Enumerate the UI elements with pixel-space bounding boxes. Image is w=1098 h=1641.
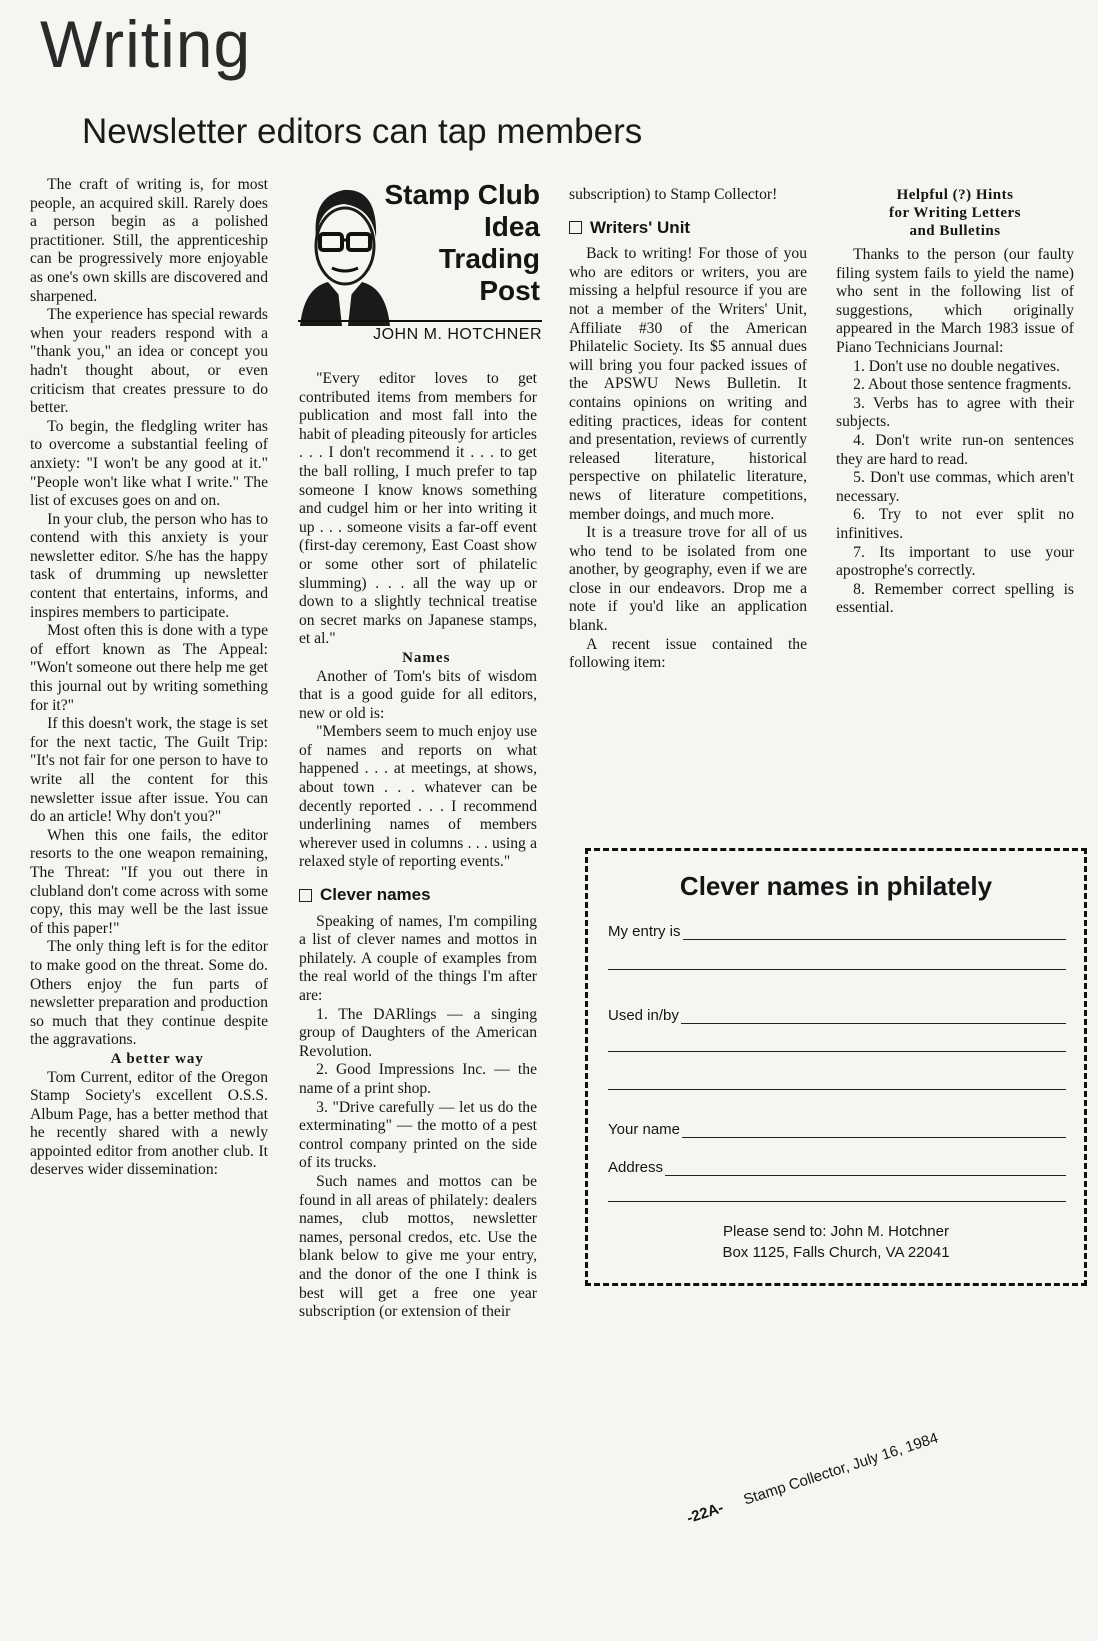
- used-in-line-2[interactable]: [608, 1051, 1066, 1052]
- hint-item: 8. Remember correct spelling is essential.: [836, 580, 1074, 617]
- checkbox-icon: [569, 221, 582, 234]
- box-heading-label: Clever names: [320, 885, 431, 905]
- paragraph: A recent issue contained the following item:: [569, 635, 807, 672]
- paragraph: subscription) to Stamp Collector!: [569, 186, 778, 203]
- paragraph: Speaking of names, I'm compiling a list of clever names and mottos in philately. A couple of examples from the real world of the things I'm after are:: [299, 912, 537, 1004]
- headline: Newsletter editors can tap members: [82, 112, 643, 151]
- paragraph: Back to writing! For those of you who are editors or writers, you are missing a helpful resource if you are not a member of the Writers' Unit, Affiliate #30 of the American Philatelic Society. Its $5 annual dues will bring you four packed issues of the APSWU News Bulletin. It contains opinions on writing and editing practices, ideas for content and presentation, reviews of currently released literature, historical perspective on philatelic literature, news of literature competitions, member doings, and much more.: [569, 245, 807, 523]
- paragraph: The craft of writing is, for most people, an acquired skill. Rarely does a person begin as a polished practitioner. Still, the apprenticeship can be progressively more enjoyable as one's own skills are discovered and sharpened.: [30, 176, 268, 305]
- address-field[interactable]: [608, 1159, 1066, 1176]
- used-in-field[interactable]: [608, 1007, 1066, 1024]
- entry-line-2[interactable]: [608, 969, 1066, 970]
- send-line: Box 1125, Falls Church, VA 22041: [722, 1244, 950, 1261]
- paragraph: Tom Current, editor of the Oregon Stamp Society's excellent O.S.S. Album Page, has a better method that he recently shared with a newly appointed editor from another club. It deserves wider dissemination:: [30, 1068, 268, 1179]
- byline: JOHN M. HOTCHNER: [298, 320, 542, 344]
- address-line[interactable]: [665, 1161, 1066, 1176]
- hint-item: 1. Don't use no double negatives.: [853, 357, 1060, 375]
- publication-source: Stamp Collector, July 16, 1984: [741, 1429, 941, 1509]
- entry-line[interactable]: [683, 925, 1066, 940]
- entry-label: My entry is: [608, 923, 681, 940]
- send-to: [588, 1221, 1084, 1263]
- entry-field[interactable]: [608, 923, 1066, 940]
- hints-title: [836, 186, 1074, 240]
- hint-item: 2. About those sentence fragments.: [853, 376, 1072, 394]
- paragraph: The experience has special rewards when your readers respond with a "thank you," an idea or concept you hadn't thought about, or even criticism that creates pressure to do better.: [30, 306, 268, 417]
- used-in-line-3[interactable]: [608, 1089, 1066, 1090]
- send-line: Please send to: John M. Hotchner: [723, 1223, 949, 1240]
- paragraph: In your club, the person who has to contend with this anxiety is your newsletter editor. S/he has the happy task of drumming up newsletter content that entertains, informs, and inspires members to participate.: [30, 510, 268, 621]
- page-footer: [685, 1430, 941, 1527]
- hints-title-line: Helpful (?) Hints: [896, 187, 1014, 203]
- hint-item: 3. Verbs has to agree with their subjects.: [836, 394, 1074, 431]
- paragraph: "Every editor loves to get contributed items from members for publication and most fall into the habit of pleading piteously for articles . . . I don't recommend it . . . to get the ball rolling, I much prefer to tap someone I know knows something and cudgel him or her into writing it up . . . someone visits a far-off event (first-day ceremony, East Coast show or some other sort of philatelic slumming) . . . all the way up or down to a slightly technical treatise on secret marks on Japanese stamps, et al.": [299, 370, 537, 648]
- your-name-label: Your name: [608, 1121, 680, 1138]
- column-3: [569, 186, 807, 673]
- your-name-field[interactable]: [608, 1121, 1066, 1138]
- paragraph: "Members seem to much enjoy use of names and reports on what happened . . . at meetings, at shows, about town . . . whatever can be decently reported . . . I recommend underlining names of members wherever used in columns . . . using a relaxed style of reporting events.": [299, 723, 537, 871]
- form-title: Clever names in philately: [679, 871, 993, 901]
- subhead-names: Names: [402, 649, 451, 666]
- paragraph: If this doesn't work, the stage is set for the next tactic, The Guilt Trip: "It's not fair for one person to have to write all the content for this newsletter issue after issue. You can do an article! Why don't you?": [30, 715, 268, 826]
- masthead-line: Idea: [483, 211, 540, 242]
- address-line-2[interactable]: [608, 1201, 1066, 1202]
- paragraph: It is a treasure trove for all of us who tend to be isolated from one another, by geography, even if we are close in our endeavors. Drop me a note if you'd like an application blank.: [569, 524, 807, 635]
- hint-item: 6. Try to not ever split no infinitives.: [836, 506, 1074, 542]
- hint-item: 4. Don't write run-on sentences they are hard to read.: [836, 431, 1074, 468]
- checkbox-icon: [299, 889, 312, 902]
- hint-item: 5. Don't use commas, which aren't necessary.: [836, 469, 1074, 505]
- column-masthead: [298, 178, 542, 350]
- paragraph: 3. "Drive carefully — let us do the exterminating" — the motto of a pest control company printed on the side of its trucks.: [299, 1098, 537, 1172]
- your-name-line[interactable]: [682, 1123, 1066, 1138]
- author-portrait-icon: [298, 178, 390, 326]
- masthead-line: Post: [479, 275, 540, 306]
- paragraph: When this one fails, the editor resorts to the one weapon remaining, The Threat: "If you out there in clubland don't come across with some copy, this may well be the last issue of this paper!": [30, 826, 268, 937]
- masthead-line: Stamp Club: [384, 179, 540, 210]
- address-label: Address: [608, 1159, 664, 1176]
- paragraph: 2. Good Impressions Inc. — the name of a print shop.: [299, 1061, 537, 1097]
- page-number: -22A-: [684, 1499, 726, 1527]
- paragraph: Such names and mottos can be found in all areas of philately: dealers names, club mottos, newsletter names, personal credos, etc. Use the blank below to give me your entry, and the donor of the one I think is best will get a free one year subscription (or extension of their: [299, 1172, 537, 1321]
- masthead-line: Trading: [438, 243, 540, 274]
- used-in-label: Used in/by: [608, 1007, 679, 1024]
- used-in-line[interactable]: [681, 1009, 1066, 1024]
- paragraph: Another of Tom's bits of wisdom that is a good guide for all editors, new or old is:: [299, 667, 537, 722]
- hints-title-line: and Bulletins: [909, 223, 1001, 239]
- box-heading-writers-unit: [569, 219, 807, 238]
- paragraph: Thanks to the person (our faulty filing system fails to yield the name) who sent in the following list of suggestions, which originally appeared in the March 1983 issue of Piano Technicians Journal:: [836, 246, 1074, 356]
- column-4: [836, 186, 1074, 618]
- column-2: [299, 370, 537, 1322]
- paragraph: 1. The DARlings — a singing group of Daughters of the American Revolution.: [299, 1005, 537, 1060]
- box-heading-clever-names: [299, 886, 537, 905]
- paragraph: Most often this is done with a type of effort known as The Appeal: "Won't someone out there help me get this journal out by writing something for it?": [30, 622, 268, 714]
- paragraph: The only thing left is for the editor to make good on the threat. Some do. Others enjoy the fun parts of newsletter preparation and production so much that they continue despite the aggravations.: [30, 938, 268, 1049]
- entry-form: [585, 848, 1087, 1286]
- box-heading-label: Writers' Unit: [590, 217, 691, 237]
- paragraph: To begin, the fledgling writer has to overcome a substantial feeling of anxiety: "I won't be any good at it." "People won't like what I write." The list of excuses goes on and on.: [30, 417, 268, 510]
- subhead-better-way: A better way: [110, 1050, 204, 1067]
- section-title: Writing: [40, 7, 252, 81]
- hints-title-line: for Writing Letters: [889, 205, 1021, 221]
- hint-item: 7. Its important to use your apostrophe's correctly.: [836, 543, 1074, 580]
- column-1: [30, 176, 268, 1180]
